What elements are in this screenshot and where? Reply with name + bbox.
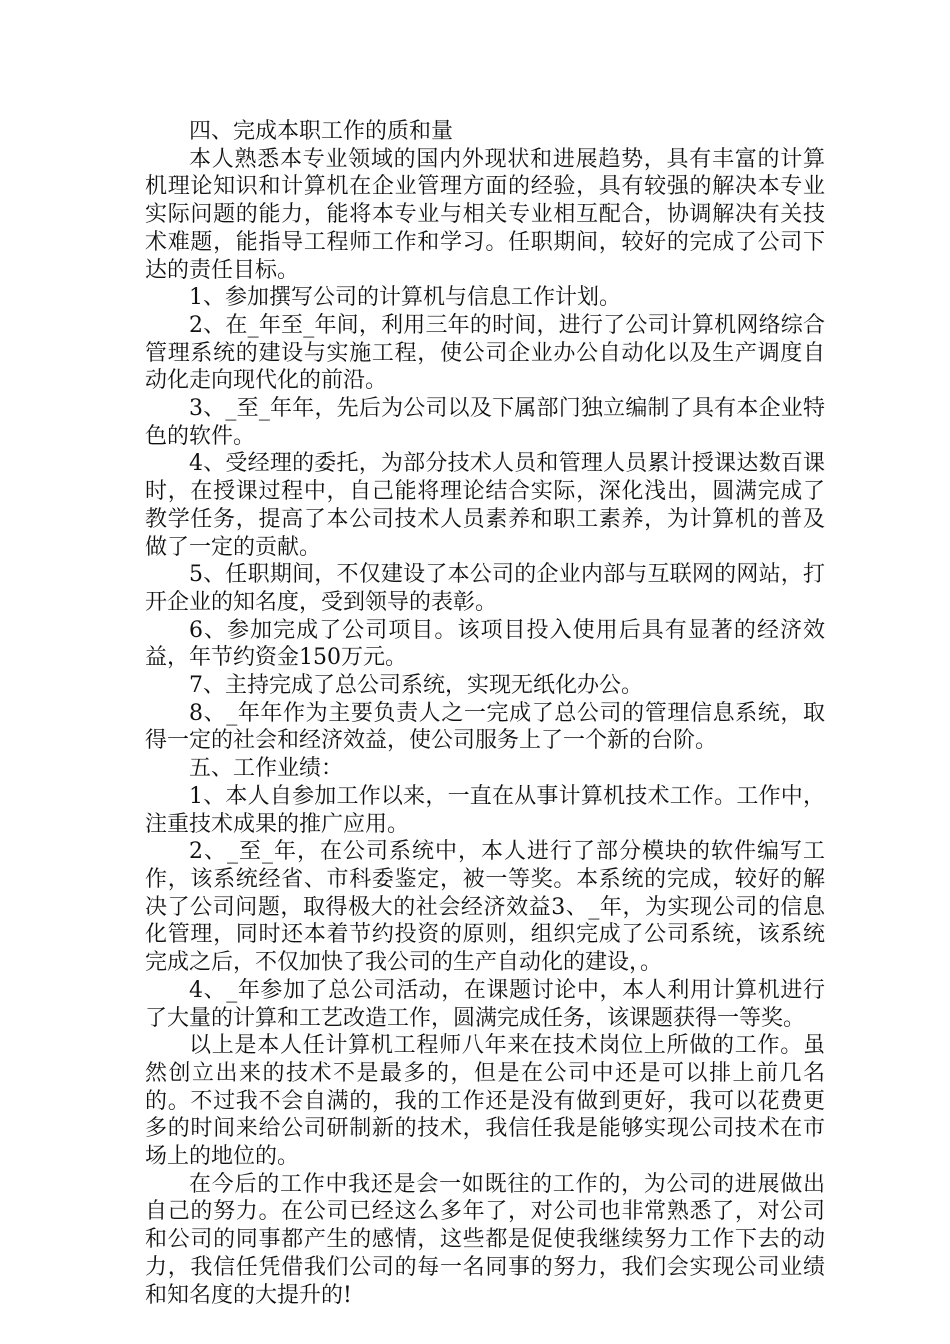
list-item-5: 5、任职期间，不仅建设了本公司的企业内部与互联网的网站，打开企业的知名度，受到领导的表彰。 bbox=[145, 562, 825, 615]
list-item-2: 2、在_年至_年间，利用三年的时间，进行了公司计算机网络综合管理系统的建设与实施工程，使公司企业办公自动化以及生产调度自动化走向现代化的前沿。 bbox=[145, 312, 825, 394]
paragraph-intro: 本人熟悉本专业领域的国内外现状和进展趋势，具有丰富的计算机理论知识和计算机在企业管理方面的经验，具有较强的解决本专业实际问题的能力，能将本专业与相关专业相互配合，协调解决有关技术难题，能指导工程师工作和学习。任职期间，较好的完成了公司下达的责任目标。 bbox=[145, 146, 825, 283]
paragraph-closing: 在今后的工作中我还是会一如既往的工作的，为公司的进展做出自己的努力。在公司已经这么多年了，对公司也非常熟悉了，对公司和公司的同事都产生的感情，这些都是促使我继续努力工作下去的动力，我信任凭借我们公司的每一名同事的努力，我们会实现公司业绩和知名度的大提升的! bbox=[145, 1171, 825, 1308]
achievement-item-4: 4、_年参加了总公司活动，在课题讨论中，本人利用计算机进行了大量的计算和工艺改造工作，圆满完成任务，该课题获得一等奖。 bbox=[145, 977, 825, 1031]
list-item-8: 8、_年年作为主要负责人之一完成了总公司的管理信息系统，取得一定的社会和经济效益，使公司服务上了一个新的台阶。 bbox=[145, 700, 825, 754]
list-item-7: 7、主持完成了总公司系统，实现无纸化办公。 bbox=[189, 673, 643, 699]
section-heading-achievements: 五、工作业绩： bbox=[189, 756, 344, 782]
paragraph-summary: 以上是本人任计算机工程师八年来在技术岗位上所做的工作。虽然创立出来的技术不是最多的，但是在公司中还是可以排上前几名的。不过我不会自满的，我的工作还是没有做到更好，我可以花费更多的时间来给公司研制新的技术，我信任我是能够实现公司技术在市场上的地位的。 bbox=[145, 1033, 825, 1170]
section-heading-quality: 四、完成本职工作的质和量 bbox=[189, 119, 454, 144]
achievement-item-2: 2、_至_年，在公司系统中，本人进行了部分模块的软件编写工作，该系统经省、市科委鉴定，被一等奖。本系统的完成，较好的解决了公司问题，取得极大的社会经济效益3、_年，为实现公司的信息化管理，同时还本着节约投资的原则，组织完成了公司系统，该系统完成之后，不仅加快了我公司的生产自动化的建设，。 bbox=[145, 839, 825, 976]
list-item-1: 1、参加撰写公司的计算机与信息工作计划。 bbox=[189, 285, 621, 311]
list-item-4: 4、受经理的委托，为部分技术人员和管理人员累计授课达数百课时，在授课过程中，自己能将理论结合实际，深化浅出，圆满完成了教学任务，提高了本公司技术人员素养和职工素养，为计算机的普及做了一定的贡献。 bbox=[145, 451, 825, 560]
document-body bbox=[145, 118, 825, 1309]
list-item-3: 3、_至_年年，先后为公司以及下属部门独立编制了具有本企业特色的软件。 bbox=[145, 396, 825, 449]
achievement-item-1: 1、本人自参加工作以来，一直在从事计算机技术工作。工作中，注重技术成果的推广应用。 bbox=[145, 783, 825, 837]
list-item-6: 6、参加完成了公司项目。该项目投入使用后具有显著的经济效益，年节约资金150万元。 bbox=[145, 617, 825, 671]
